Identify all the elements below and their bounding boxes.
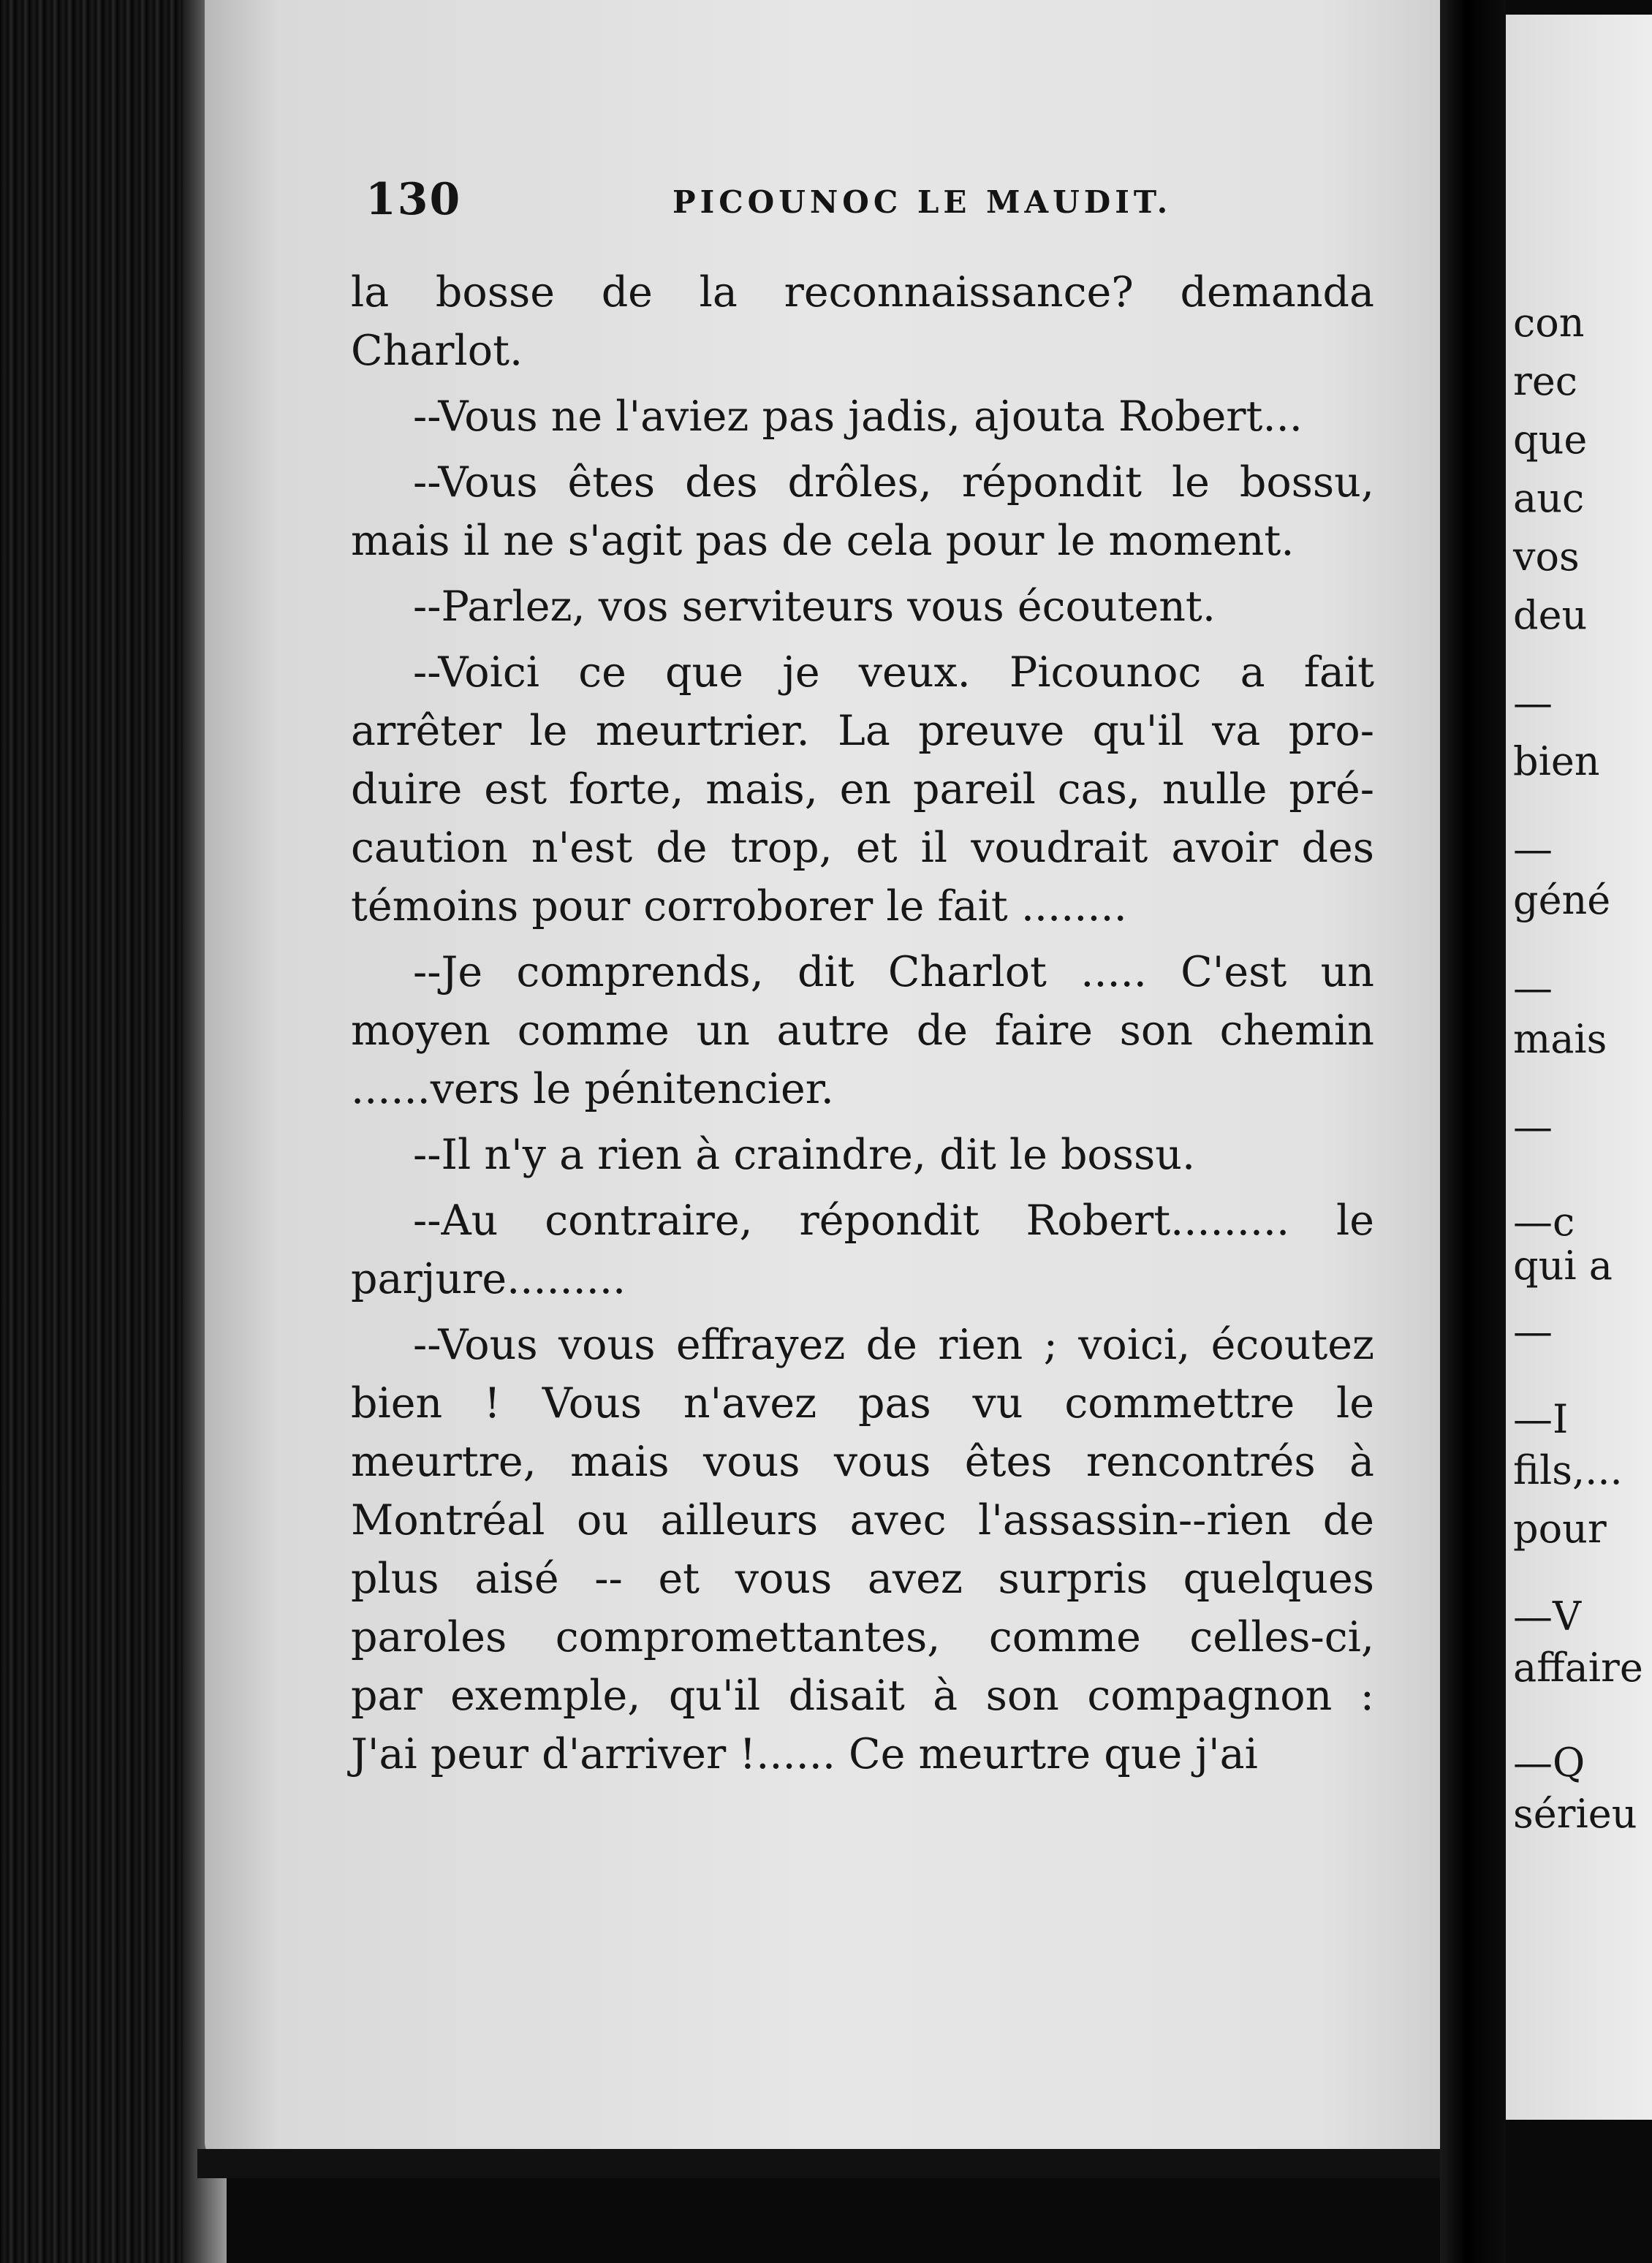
running-head (365, 174, 1389, 225)
text-line: mais il ne s'agit pas de cela pour le moment. (351, 517, 1295, 565)
running-title: PICOUNOC LE MAUDIT. (672, 184, 1172, 220)
right-page-fragment: rec (1513, 358, 1578, 404)
text-line: plus aisé -- et vous avez surpris quelques (351, 1555, 1374, 1603)
paragraph (351, 263, 1374, 380)
text-line: bien ! Vous n'avez pas vu commettre le (351, 1379, 1374, 1428)
paragraph-gap (351, 1184, 1374, 1191)
right-page-fragment: auc (1513, 475, 1585, 521)
text-line: duire est forte, mais, en pareil cas, nulle pré- (351, 765, 1374, 814)
right-page-fragment: — (1513, 1104, 1553, 1150)
text-line: la bosse de la reconnaissance? demanda (351, 268, 1374, 316)
right-page-fragment: deu (1513, 592, 1588, 638)
right-page-fragment: —c (1513, 1199, 1575, 1245)
page-body-text (351, 263, 1374, 1784)
paragraph (351, 577, 1374, 636)
paragraph-gap (351, 1118, 1374, 1126)
book-binding (0, 0, 197, 2263)
right-page-fragment: qui a (1513, 1243, 1613, 1289)
right-page-fragment: mais (1513, 1016, 1607, 1062)
paragraph-gap (351, 380, 1374, 387)
paragraph (351, 1191, 1374, 1308)
paragraph (351, 387, 1374, 446)
paragraph (351, 1126, 1374, 1184)
text-line: --Au contraire, répondit Robert......... le (413, 1197, 1374, 1245)
paragraph (351, 1316, 1374, 1784)
text-line: arrêter le meurtrier. La preuve qu'il va pro- (351, 707, 1374, 755)
text-line: Montréal ou ailleurs avec l'assassin--rien de (351, 1496, 1374, 1544)
paragraph-gap (351, 936, 1374, 943)
right-page-fragment: —V (1513, 1593, 1581, 1640)
right-page-fragment: — (1513, 826, 1553, 872)
paragraph-gap (351, 446, 1374, 453)
right-page-fragment: —Q (1513, 1740, 1585, 1786)
page-gutter (1440, 0, 1506, 2263)
right-page-fragment: —I (1513, 1396, 1569, 1442)
paragraph-gap (351, 570, 1374, 577)
right-page-fragment: bien (1513, 738, 1600, 784)
right-page-fragment: vos (1513, 534, 1580, 580)
paragraph (351, 453, 1374, 570)
text-line: --Vous êtes des drôles, répondit le bossu, (413, 458, 1374, 507)
text-line: --Vous vous effrayez de rien ; voici, écoutez (413, 1321, 1374, 1369)
right-page-fragment: — (1513, 965, 1553, 1011)
right-page-fragment: géné (1513, 877, 1611, 923)
text-line: --Parlez, vos serviteurs vous écoutent. (413, 583, 1216, 631)
right-page-fragment: con (1513, 300, 1585, 346)
text-line: caution n'est de trop, et il voudrait avoir des (351, 824, 1374, 872)
right-page-fragment: sérieu (1513, 1791, 1637, 1837)
text-line: meurtre, mais vous vous êtes rencontrés à (351, 1438, 1374, 1486)
paragraph-gap (351, 636, 1374, 643)
right-page-fragment: — (1513, 1308, 1553, 1354)
text-line: J'ai peur d'arriver !...... Ce meurtre que j'ai (351, 1730, 1258, 1778)
paragraph-gap (351, 1308, 1374, 1316)
text-line: Charlot. (351, 327, 523, 375)
right-page-fragment: pour (1513, 1506, 1607, 1552)
text-line: --Il n'y a rien à craindre, dit le bossu. (413, 1131, 1196, 1179)
right-page-fragment: — (1513, 680, 1553, 726)
text-line: --Vous ne l'aviez pas jadis, ajouta Robert... (413, 393, 1303, 441)
right-page-fragment: affaire (1513, 1645, 1643, 1691)
right-page-fragment: fils,... (1513, 1447, 1623, 1493)
text-line: témoins pour corroborer le fait ........ (351, 882, 1127, 930)
page-number: 130 (365, 174, 462, 225)
text-line: ......vers le pénitencier. (351, 1065, 834, 1113)
text-line: --Je comprends, dit Charlot ..... C'est un (413, 948, 1374, 996)
text-line: moyen comme un autre de faire son chemin (351, 1007, 1374, 1055)
right-page-fragment: que (1513, 417, 1588, 463)
paragraph (351, 943, 1374, 1118)
text-line: par exemple, qu'il disait à son compagnon : (351, 1672, 1374, 1720)
text-line: parjure......... (351, 1255, 626, 1303)
text-line: --Voici ce que je veux. Picounoc a fait (413, 648, 1374, 697)
text-line: paroles compromettantes, comme celles-ci, (351, 1613, 1374, 1661)
page-bottom-edge (197, 2149, 1455, 2178)
paragraph (351, 643, 1374, 936)
